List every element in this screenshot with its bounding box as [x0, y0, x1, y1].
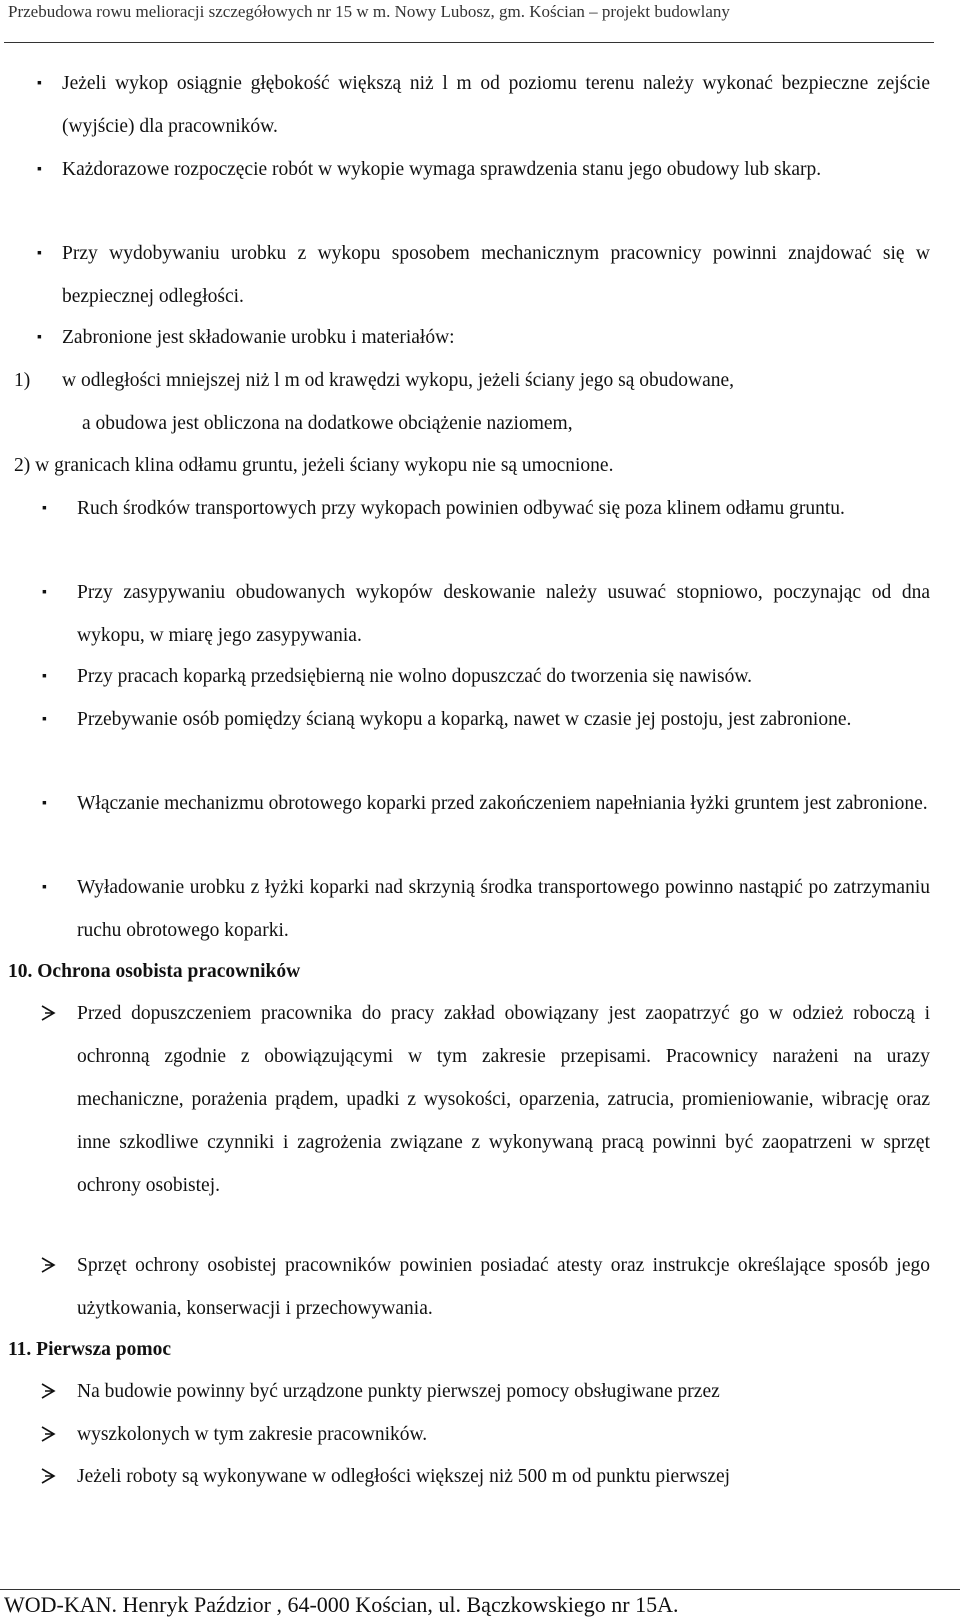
list-item — [77, 782, 930, 825]
arrow-bullet-icon — [40, 1244, 60, 1287]
list-item — [62, 62, 930, 148]
arrow-bullet-icon — [40, 992, 60, 1035]
list-item-text: Przy wydobywaniu urobku z wykopu sposobem mechanicznym pracownicy powinni znajdować się w bezpiecznej odległości. — [62, 243, 930, 307]
square-bullet-icon: ▪ — [42, 585, 47, 600]
square-bullet-icon: ▪ — [42, 669, 47, 684]
list-item — [77, 655, 752, 698]
list-item-text: Przed dopuszczeniem pracownika do pracy zakład obowiązany jest zaopatrzyć go w odzież roboczą i ochronną zgodnie z obowiązującymi w tym zakresie przepisami. Pracownicy narażeni na urazy mechaniczne, porażenia prądem, upadki z wysokości, oparzenia, zatrucia, promieniowanie, wibrację oraz inne szkodliwe czynniki i zagrożenia związane z wykonywaną pracą powinni być zaopatrzeni w sprzęt ochrony osobistej. — [77, 1003, 930, 1196]
square-bullet-icon: ▪ — [37, 330, 42, 345]
square-bullet-icon: ▪ — [42, 880, 47, 895]
list-item-text: Przy pracach koparką przedsiębierną nie wolno dopuszczać do tworzenia się nawisów. — [77, 666, 753, 687]
list-item-text: Jeżeli wykop osiągnie głębokość większą niż l m od poziomu terenu należy wykonać bezpieczne zejście (wyjście) dla pracowników. — [62, 73, 930, 137]
list-item-text: Na budowie powinny być urządzone punkty pierwszej pomocy obsługiwane przez — [77, 1381, 720, 1402]
numbered-item: 2) w granicach klina odłamu gruntu, jeżeli ściany wykopu nie są umocnione. — [14, 455, 614, 476]
list-item-text: wyszkolonych w tym zakresie pracowników. — [77, 1424, 428, 1445]
list-item — [77, 487, 930, 530]
page-header: Przebudowa rowu melioracji szczegółowych nr 15 w m. Nowy Lubosz, gm. Kościan – projekt budowlany — [8, 2, 730, 21]
list-item — [77, 698, 930, 741]
arrow-bullet-icon — [40, 1413, 60, 1456]
square-bullet-icon: ▪ — [37, 246, 42, 261]
square-bullet-icon: ▪ — [37, 162, 42, 177]
list-item — [62, 316, 455, 359]
list-item-text: Przy zasypywaniu obudowanych wykopów deskowanie należy usuwać stopniowo, poczynając od dna wykopu, w miarę jego zasypywania. — [77, 582, 930, 646]
list-item-text: Włączanie mechanizmu obrotowego koparki przed zakończeniem napełniania łyżki gruntem jest zabronione. — [77, 793, 928, 814]
square-bullet-icon: ▪ — [42, 796, 47, 811]
list-item — [77, 1244, 930, 1330]
numbered-item-number: 1) — [14, 370, 31, 391]
list-item — [77, 1370, 720, 1413]
page-footer: WOD-KAN. Henryk Paździor , 64-000 Kościan, ul. Bączkowskiego nr 15A. — [4, 1592, 679, 1617]
list-item-text: Sprzęt ochrony osobistej pracowników powinien posiadać atesty oraz instrukcje określające sposób jego użytkowania, konserwacji i przechowywania. — [77, 1255, 930, 1319]
arrow-bullet-icon — [40, 1370, 60, 1413]
list-item-text: Wyładowanie urobku z łyżki koparki nad skrzynią środka transportowego powinno nastąpić po zatrzymaniu ruchu obrotowego koparki. — [77, 877, 930, 941]
list-item — [77, 1413, 427, 1456]
list-item — [77, 866, 930, 952]
footer-divider — [0, 1589, 960, 1590]
list-item — [40, 148, 930, 191]
list-item — [77, 571, 930, 657]
section-heading: 11. Pierwsza pomoc — [8, 1339, 172, 1360]
square-bullet-icon: ▪ — [42, 712, 47, 727]
list-item-text: Ruch środków transportowych przy wykopach powinien odbywać się poza klinem odłamu gruntu. — [77, 498, 845, 519]
list-item — [62, 232, 930, 318]
numbered-item-continuation: a obudowa jest obliczona na dodatkowe obciążenie naziomem, — [82, 413, 573, 434]
list-item — [77, 1455, 930, 1498]
list-item-text: Jeżeli roboty są wykonywane w odległości większej niż 500 m od punktu pierwszej — [77, 1466, 731, 1487]
numbered-item-text: w odległości mniejszej niż l m od krawędzi wykopu, jeżeli ściany jego są obudowane, — [62, 370, 735, 391]
square-bullet-icon: ▪ — [42, 501, 47, 516]
arrow-bullet-icon — [40, 1455, 60, 1498]
list-item-text: Zabronione jest składowanie urobku i materiałów: — [62, 327, 455, 348]
list-item-text: Każdorazowe rozpoczęcie robót w wykopie wymaga sprawdzenia stanu jego obudowy lub skarp. — [62, 159, 822, 180]
list-item-text: Przebywanie osób pomiędzy ścianą wykopu a koparką, nawet w czasie jej postoju, jest zabronione. — [77, 709, 852, 730]
list-item — [77, 992, 930, 1207]
section-heading: 10. Ochrona osobista pracowników — [8, 961, 301, 982]
square-bullet-icon: ▪ — [37, 76, 42, 91]
